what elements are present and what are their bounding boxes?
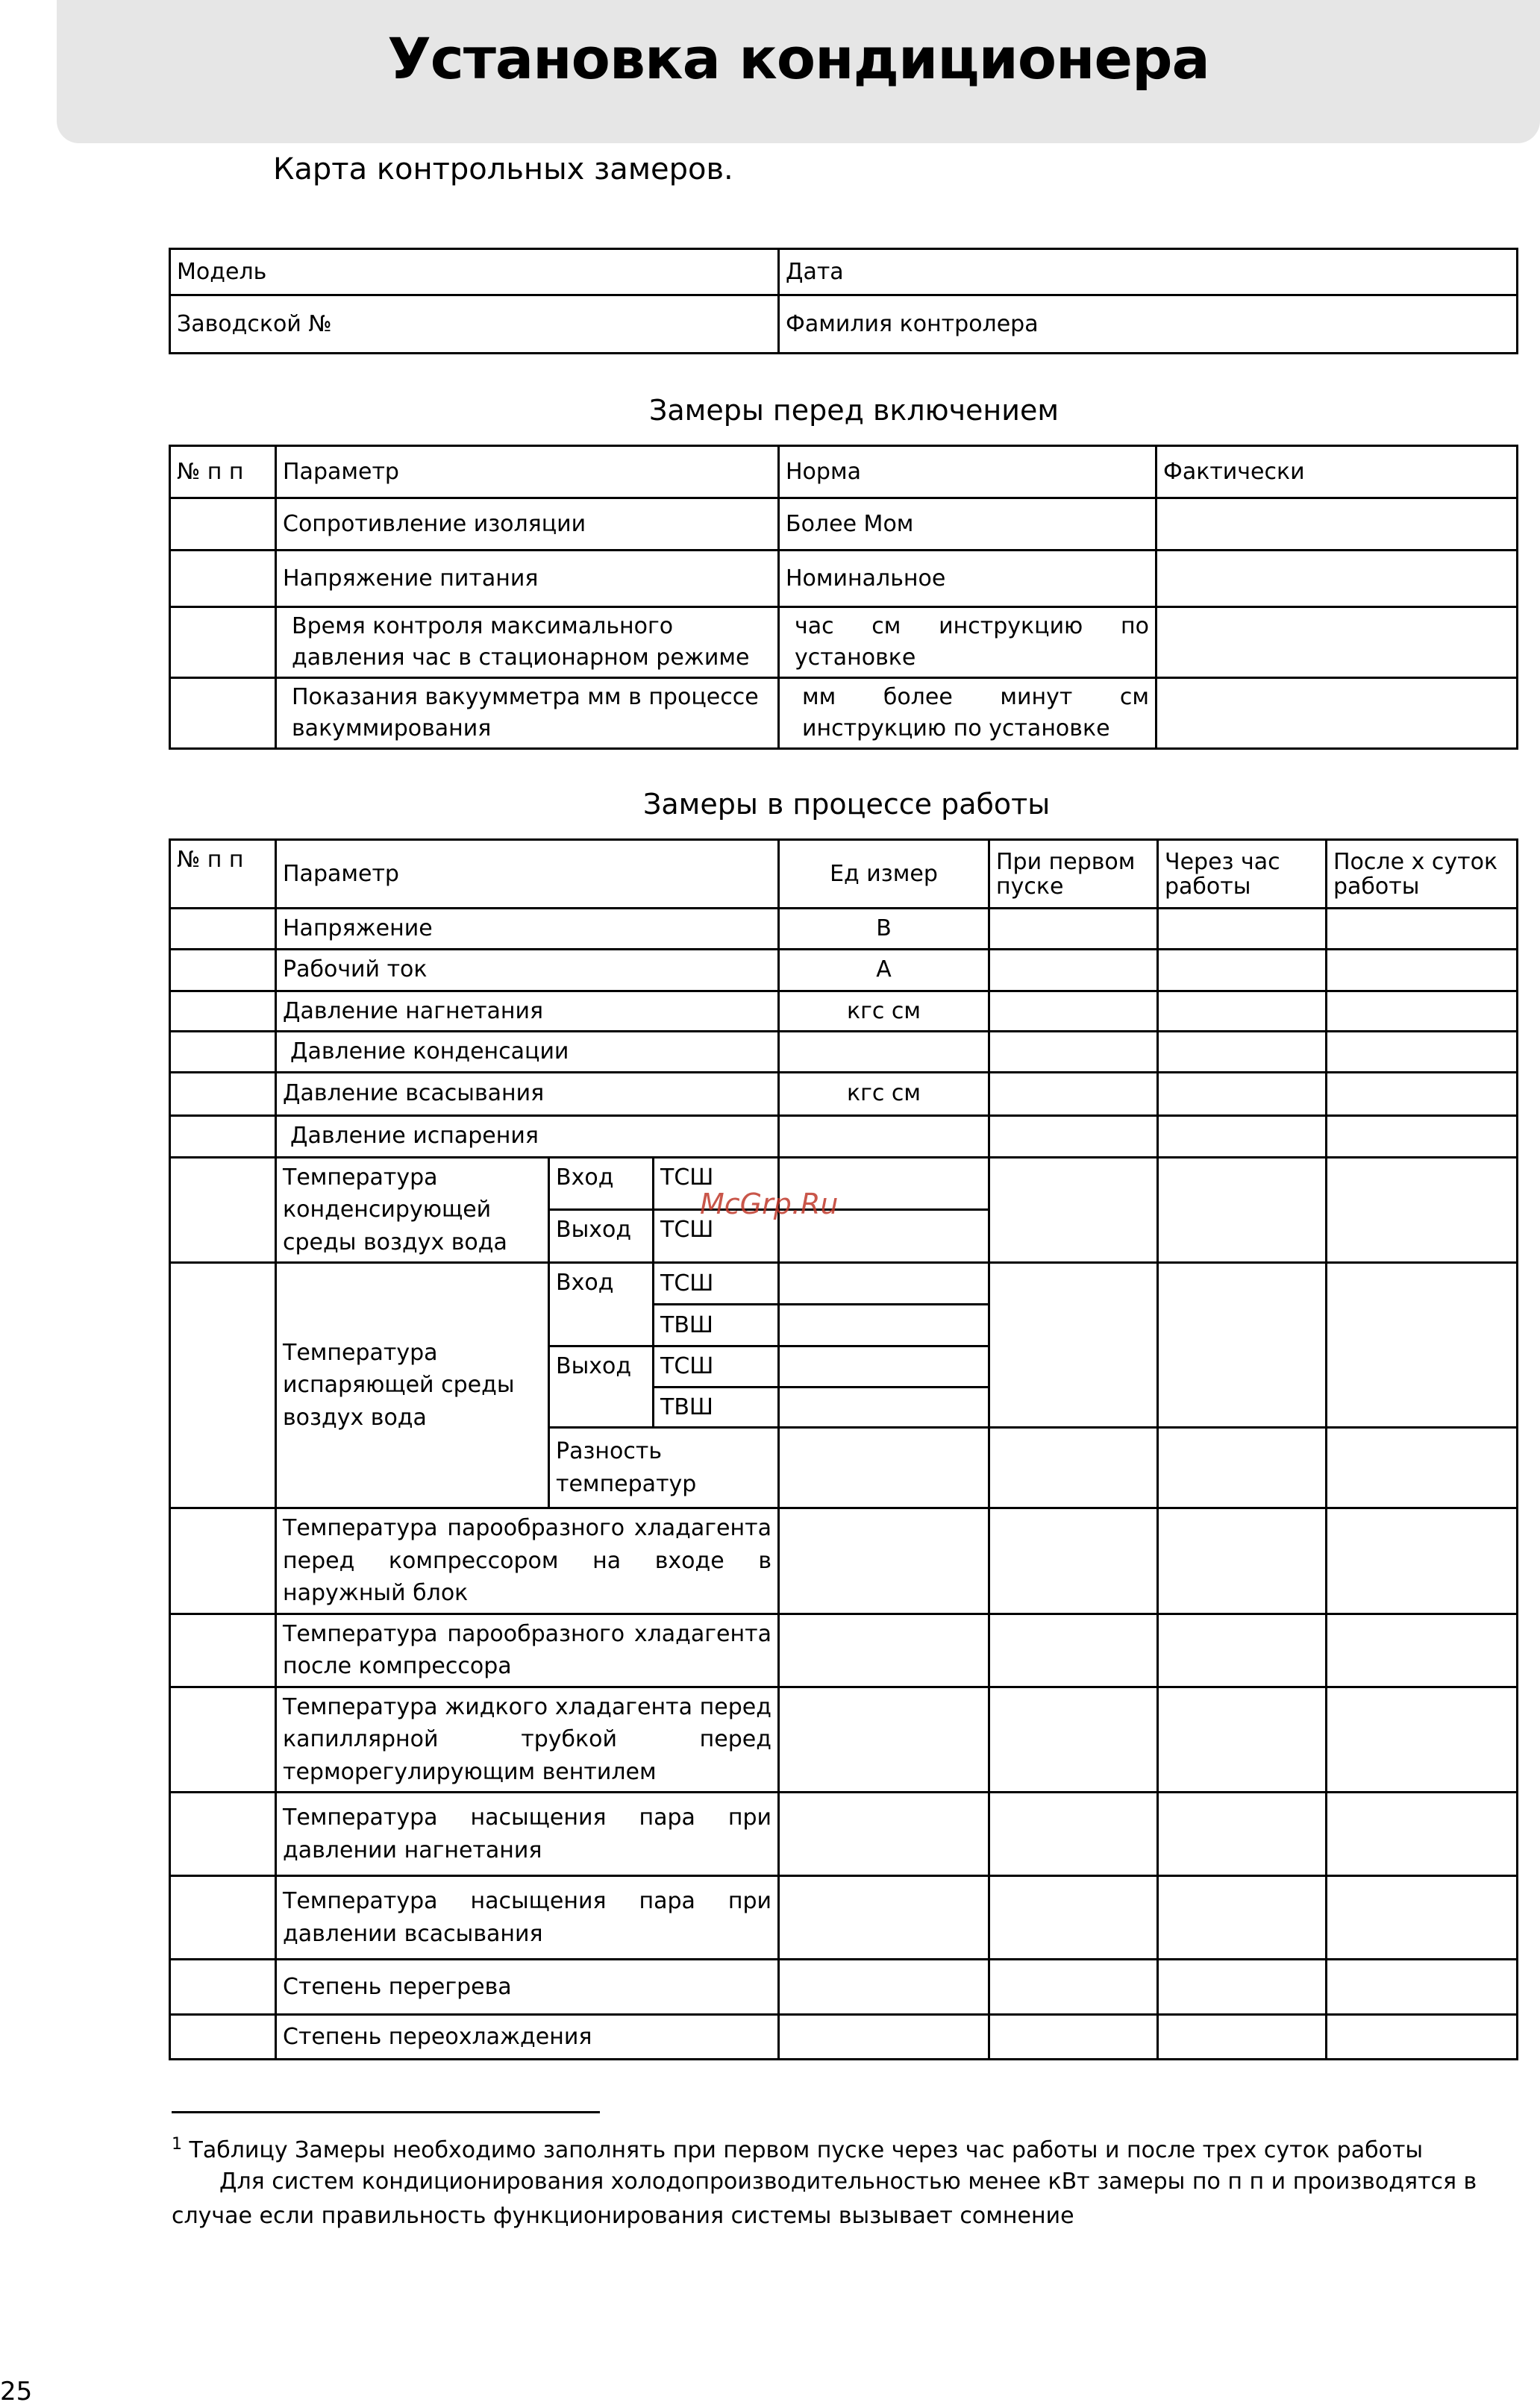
work-row-num xyxy=(170,1263,276,1508)
work-row-param: Температура насыщения пара при давлении всасывания xyxy=(276,1876,779,1960)
work-row-cell xyxy=(1327,949,1518,991)
page-title: Установка кондиционера xyxy=(387,25,1209,92)
work-row-num xyxy=(170,1876,276,1960)
work-row-num xyxy=(170,909,276,950)
work-row-cell xyxy=(989,1508,1158,1614)
work-row-param: Температура насыщения пара при давлении нагнетания xyxy=(276,1793,779,1876)
before-row-num xyxy=(170,498,276,551)
work-row-cell xyxy=(989,1263,1158,1428)
before-row-actual xyxy=(1156,551,1518,607)
before-row-norm: Более Мом xyxy=(779,498,1156,551)
evaporating-out-label: Выход xyxy=(549,1346,654,1428)
footnote-rule xyxy=(172,2111,600,2113)
evaporating-in-sub1: ТСШ xyxy=(654,1263,779,1305)
work-row-cell xyxy=(1327,1960,1518,2015)
document-subtitle: Карта контрольных замеров. xyxy=(273,152,733,186)
work-row-cell xyxy=(1158,1428,1327,1508)
work-row-cell xyxy=(989,1614,1158,1687)
meta-serial-label: Заводской № xyxy=(170,295,779,354)
meta-date-label: Дата xyxy=(779,249,1518,295)
work-row-unit xyxy=(779,1115,989,1157)
work-row-cell xyxy=(989,2015,1158,2060)
work-header-after-days: После х суток работы xyxy=(1327,840,1518,909)
work-row-cell xyxy=(989,1960,1158,2015)
work-row-cell xyxy=(1158,909,1327,950)
work-row-unit: кгс см xyxy=(779,991,989,1032)
work-row-cell xyxy=(1158,1876,1327,1960)
work-row-cell xyxy=(1327,1508,1518,1614)
work-row-param: Давление испарения xyxy=(276,1115,779,1157)
work-row-unit xyxy=(779,1032,989,1073)
work-row-cell xyxy=(989,1072,1158,1115)
work-row-cell xyxy=(1158,1687,1327,1793)
work-header-after-hours: Через час работы xyxy=(1158,840,1327,909)
condensing-in-sub: ТСШ xyxy=(654,1157,779,1210)
work-row-param: Давление конденсации xyxy=(276,1032,779,1073)
work-row-cell xyxy=(989,991,1158,1032)
work-table xyxy=(169,838,1518,2060)
work-row-num xyxy=(170,1115,276,1157)
footnote-line-2: Для систем кондиционирования холодопроизводительностью менее кВт замеры по п п и производятся в xyxy=(219,2169,1477,2195)
footnote-line-1 xyxy=(172,2128,1500,2168)
evaporating-out-sub2: ТВШ xyxy=(654,1387,779,1428)
work-row-num xyxy=(170,1687,276,1793)
work-row-cell xyxy=(1158,1793,1327,1876)
work-row-cell xyxy=(1158,1263,1327,1428)
work-row-unit: А xyxy=(779,949,989,991)
evaporating-in-sub2: ТВШ xyxy=(654,1305,779,1346)
meta-model-label: Модель xyxy=(170,249,779,295)
work-row-cell xyxy=(1327,1614,1518,1687)
work-row-cell xyxy=(989,1115,1158,1157)
work-row-cell xyxy=(1158,1032,1327,1073)
work-row-cell xyxy=(1327,1157,1518,1263)
before-row-param: Сопротивление изоляции xyxy=(276,498,779,551)
work-row-num xyxy=(170,1793,276,1876)
before-row-norm: мм более минут см инструкцию по установке xyxy=(779,678,1156,749)
work-row-cell xyxy=(779,1960,989,2015)
work-row-param: Степень перегрева xyxy=(276,1960,779,2015)
work-row-param: Степень переохлаждения xyxy=(276,2015,779,2060)
work-section-title: Замеры в процессе работы xyxy=(643,788,1051,821)
before-row-param: Показания вакуумметра мм в процессе вакуммирования xyxy=(276,678,779,749)
condensing-in-label: Вход xyxy=(549,1157,654,1210)
work-row-cell xyxy=(1327,2015,1518,2060)
work-row-cell xyxy=(1327,1687,1518,1793)
meta-table xyxy=(169,248,1518,354)
work-row-num xyxy=(170,1508,276,1614)
work-row-num xyxy=(170,1157,276,1263)
work-header-num: № п п xyxy=(170,840,276,909)
before-table xyxy=(169,445,1518,750)
work-row-cell xyxy=(1158,949,1327,991)
work-row-cell xyxy=(779,1508,989,1614)
work-row-cell xyxy=(1327,1263,1518,1428)
work-row-cell xyxy=(989,1157,1158,1263)
condensing-out-label: Выход xyxy=(549,1210,654,1263)
work-row-cell xyxy=(1327,1032,1518,1073)
work-header-unit: Ед измер xyxy=(779,840,989,909)
work-row-cell xyxy=(779,1614,989,1687)
work-row-cell xyxy=(1327,1115,1518,1157)
work-row-num xyxy=(170,2015,276,2060)
work-row-cell xyxy=(1327,1428,1518,1508)
work-row-cell xyxy=(1327,991,1518,1032)
before-row-actual xyxy=(1156,607,1518,678)
before-header-param: Параметр xyxy=(276,446,779,498)
before-row-actual xyxy=(1156,498,1518,551)
before-section-title: Замеры перед включением xyxy=(649,394,1059,427)
work-row-cell xyxy=(1158,1508,1327,1614)
work-row-param: Рабочий ток xyxy=(276,949,779,991)
condensing-param: Температура конденсирующей среды воздух вода xyxy=(276,1157,549,1263)
condensing-out-sub: ТСШ xyxy=(654,1210,779,1263)
before-row-norm: Номинальное xyxy=(779,551,1156,607)
work-row-num xyxy=(170,949,276,991)
work-row-cell xyxy=(989,1793,1158,1876)
work-row-cell xyxy=(1158,2015,1327,2060)
work-row-cell xyxy=(779,1263,989,1305)
before-row-norm: час см инструкцию по установке xyxy=(779,607,1156,678)
work-header-first-start: При первом пуске xyxy=(989,840,1158,909)
work-row-num xyxy=(170,1960,276,2015)
work-row-cell xyxy=(1158,1072,1327,1115)
work-row-param: Напряжение xyxy=(276,909,779,950)
work-row-cell xyxy=(779,1876,989,1960)
work-row-cell xyxy=(779,1793,989,1876)
work-row-param: Давление всасывания xyxy=(276,1072,779,1115)
work-row-unit: В xyxy=(779,909,989,950)
work-row-param: Температура парообразного хладагента после компрессора xyxy=(276,1614,779,1687)
work-row-cell xyxy=(779,1346,989,1388)
footnote-mark: 1 xyxy=(172,2135,182,2154)
work-row-cell xyxy=(989,1428,1158,1508)
work-row-param: Температура жидкого хладагента перед капиллярной трубкой перед терморегулирующим вентилем xyxy=(276,1687,779,1793)
work-row-num xyxy=(170,1614,276,1687)
before-header-actual: Фактически xyxy=(1156,446,1518,498)
evaporating-out-sub1: ТСШ xyxy=(654,1346,779,1388)
before-header-num: № п п xyxy=(170,446,276,498)
evaporating-in-label: Вход xyxy=(549,1263,654,1346)
work-row-cell xyxy=(989,909,1158,950)
work-row-num xyxy=(170,1072,276,1115)
header-band xyxy=(57,0,1540,143)
meta-inspector-label: Фамилия контролера xyxy=(779,295,1518,354)
work-row-cell xyxy=(1158,1960,1327,2015)
work-row-cell xyxy=(1158,991,1327,1032)
watermark: McGrp.Ru xyxy=(700,1188,839,1220)
work-row-cell xyxy=(989,949,1158,991)
work-row-cell xyxy=(989,1687,1158,1793)
work-row-num xyxy=(170,991,276,1032)
work-row-cell xyxy=(989,1876,1158,1960)
work-row-cell xyxy=(779,1428,989,1508)
before-header-norm: Норма xyxy=(779,446,1156,498)
work-row-cell xyxy=(779,1305,989,1346)
page-number: 25 xyxy=(0,2377,33,2407)
before-row-num xyxy=(170,607,276,678)
work-header-param: Параметр xyxy=(276,840,779,909)
work-row-cell xyxy=(1327,1793,1518,1876)
work-row-param: Давление нагнетания xyxy=(276,991,779,1032)
evaporating-diff-label: Разность температур xyxy=(549,1428,779,1508)
work-row-cell xyxy=(779,1387,989,1428)
work-row-cell xyxy=(1158,1115,1327,1157)
work-row-cell xyxy=(1327,909,1518,950)
work-row-cell xyxy=(779,2015,989,2060)
before-row-actual xyxy=(1156,678,1518,749)
work-row-num xyxy=(170,1032,276,1073)
footnote-text-1: Таблицу Замеры необходимо заполнять при первом пуске через час работы и после трех суток работы xyxy=(182,2137,1424,2163)
work-row-cell xyxy=(1327,1072,1518,1115)
footnote-line-3: случае если правильность функционирования системы вызывает сомнение xyxy=(172,2203,1074,2229)
before-row-param: Напряжение питания xyxy=(276,551,779,607)
before-row-num xyxy=(170,678,276,749)
work-row-cell xyxy=(989,1032,1158,1073)
before-row-param: Время контроля максимального давления час в стационарном режиме xyxy=(276,607,779,678)
work-row-cell xyxy=(1327,1876,1518,1960)
before-row-num xyxy=(170,551,276,607)
work-row-cell xyxy=(1158,1157,1327,1263)
work-row-cell xyxy=(779,1687,989,1793)
work-row-param: Температура парообразного хладагента перед компрессором на входе в наружный блок xyxy=(276,1508,779,1614)
work-row-unit: кгс см xyxy=(779,1072,989,1115)
work-row-cell xyxy=(1158,1614,1327,1687)
evaporating-param: Температура испаряющей среды воздух вода xyxy=(276,1263,549,1508)
